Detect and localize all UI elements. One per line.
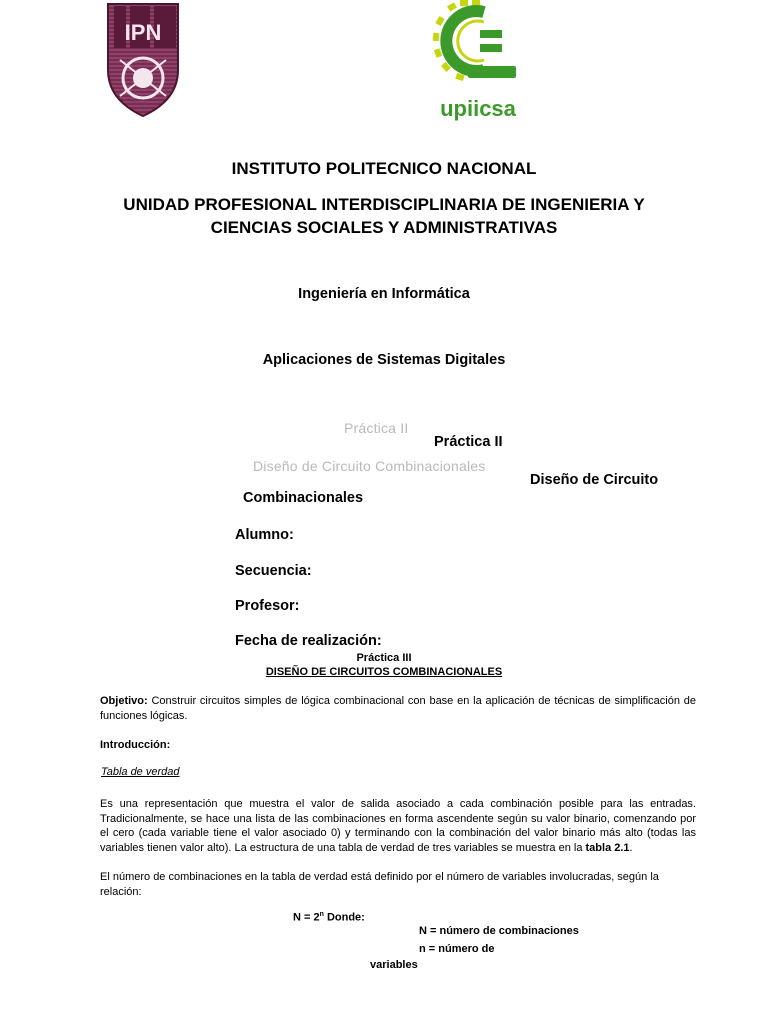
paragraph-end: . xyxy=(629,841,633,854)
table-reference: tabla 2.1 xyxy=(585,841,630,854)
intro-label: Introducción: xyxy=(100,739,171,751)
practice-iii-title: Práctica III xyxy=(356,652,412,664)
ipn-logo-text: IPN xyxy=(124,20,162,45)
def-combinations: N = número de combinaciones xyxy=(419,925,579,937)
def-variables-part1: n = número de xyxy=(419,943,495,955)
subject-title: Aplicaciones de Sistemas Digitales xyxy=(262,352,506,368)
combinations-paragraph: El número de combinaciones en la tabla de verdad está definido por el número de variables involucradas, según la relación: xyxy=(100,871,659,898)
practice-subtitle-part1: Diseño de Circuito xyxy=(530,472,659,488)
upiicsa-gear-icon xyxy=(428,0,528,122)
formula xyxy=(293,908,365,925)
objective-text: Construir circuitos simples de lógica combinacional con base en la aplicación de técnicas de simplificación de funciones lógicas. xyxy=(100,695,696,722)
teacher-label: Profesor: xyxy=(235,598,300,614)
formula-lhs: N = 2 xyxy=(293,911,320,924)
sequence-label: Secuencia: xyxy=(235,563,312,579)
unit-title-line1: UNIDAD PROFESIONAL INTERDISCIPLINARIA DE INGENIERIA Y xyxy=(123,195,645,214)
formula-exponent: n xyxy=(319,911,324,918)
objective-label: Objetivo: xyxy=(100,695,148,707)
career-title: Ingeniería en Informática xyxy=(298,286,470,302)
upiicsa-logo-text: upiicsa xyxy=(440,96,516,121)
institute-title: INSTITUTO POLITECNICO NACIONAL xyxy=(231,159,537,178)
truth-table-label: Tabla de verdad xyxy=(101,766,180,778)
formula-where: Donde: xyxy=(326,911,365,924)
upiicsa-logo xyxy=(428,0,528,122)
truth-table-text: Es una representación que muestra el valor de salida asociado a cada combinación posible para las entradas. Tradicionalmente, se hace una lista de las combinaciones en forma ascendente según su valor binario, comenzando por el cero (cada variable tiene el valor asociado 0) y terminando con la combinación del valor binario más alto (todas las variables tienen valor alto). La estructura de una tabla de verdad de tres variables se muestra en la xyxy=(100,798,696,854)
ipn-logo xyxy=(100,0,186,118)
section-heading: DISEÑO DE CIRCUITOS COMBINACIONALES xyxy=(265,666,503,678)
unit-title-line2: CIENCIAS SOCIALES Y ADMINISTRATIVAS xyxy=(210,218,558,237)
student-label: Alumno: xyxy=(235,527,294,543)
practice-subtitle-part2: Combinacionales xyxy=(243,490,364,506)
ipn-seal-icon xyxy=(100,0,186,118)
date-label: Fecha de realización: xyxy=(235,633,382,649)
objective-paragraph xyxy=(100,694,696,723)
truth-table-paragraph xyxy=(100,797,696,855)
def-variables-part2: variables xyxy=(370,959,418,971)
ghost-practice-subtitle: Diseño de Circuito Combinacionales xyxy=(253,458,486,474)
practice-title: Práctica II xyxy=(434,434,503,450)
ghost-practice-title: Práctica II xyxy=(344,420,409,436)
